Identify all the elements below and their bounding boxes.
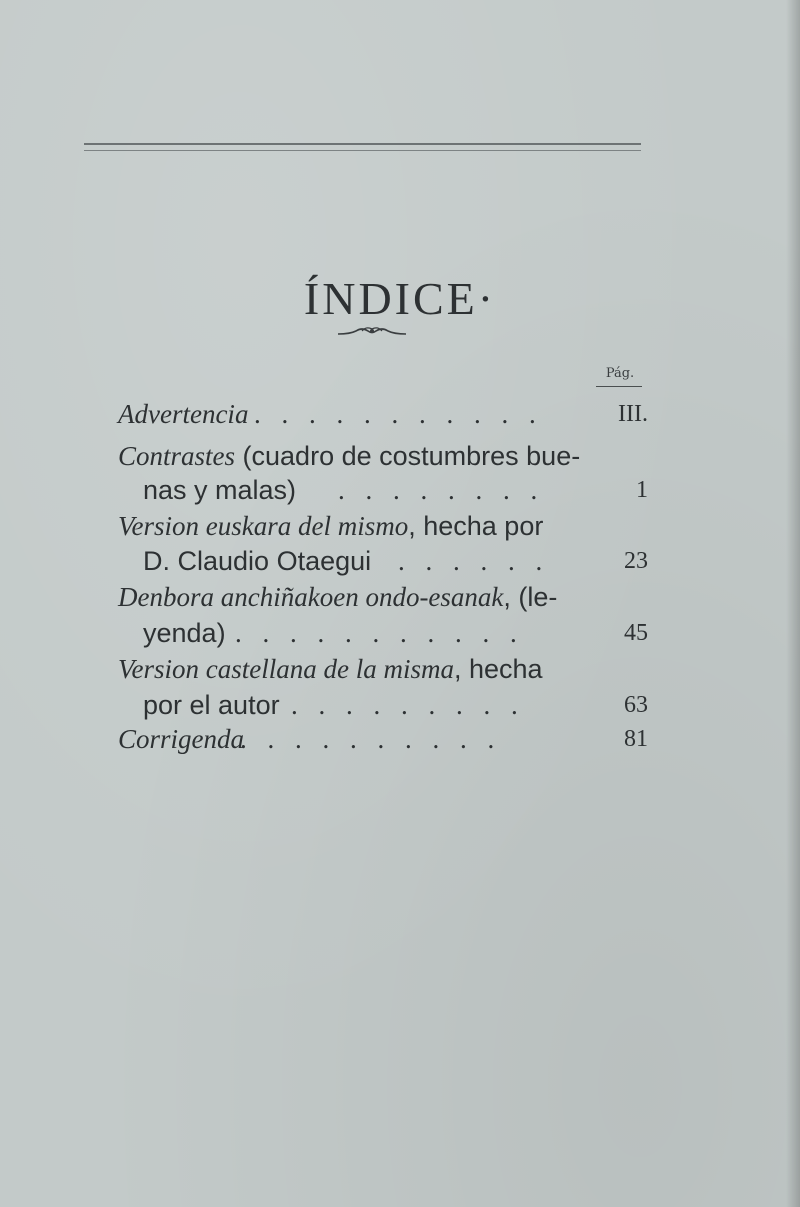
entry-text: , hecha	[453, 654, 543, 684]
entry-title: Denbora anchiñakoen ondo-esanak	[118, 582, 504, 612]
entry-title: Version castellana de la misma	[118, 654, 454, 684]
entry-text: yenda)	[143, 618, 226, 648]
entry-title: Corrigenda	[118, 724, 245, 754]
entry-text: , hecha por	[408, 511, 544, 541]
entry-title: Advertencia	[118, 399, 249, 429]
toc-entry-advertencia[interactable]	[118, 393, 648, 435]
leader-dots: . . . . . . . . . .	[240, 724, 502, 754]
entry-text: por el autor	[143, 690, 280, 720]
page-number: 81	[624, 726, 648, 752]
leader-dots: . . . . . . . . . . .	[254, 399, 543, 429]
entry-text: , (le-	[503, 582, 558, 612]
page-title: ÍNDICE·	[303, 273, 497, 324]
page-number: 23	[624, 548, 648, 574]
entry-text: (cuadro de costumbres bue-	[235, 441, 581, 471]
page-number: 1	[636, 477, 648, 503]
entry-title: Contrastes	[118, 441, 236, 471]
entry-title: Version euskara del mismo	[118, 511, 409, 541]
top-rule	[84, 143, 641, 145]
top-rule-thin	[84, 150, 641, 151]
leader-dots: . . . . . . . .	[338, 475, 545, 505]
leader-dots: . . . . . .	[398, 546, 550, 576]
page-number: III.	[618, 401, 648, 427]
leader-dots: . . . . . . . . .	[291, 690, 525, 720]
entry-text: nas y malas)	[143, 475, 297, 505]
page-number: 45	[624, 620, 648, 646]
toc-entry-corrigenda[interactable]	[118, 718, 648, 760]
page-number: 63	[624, 692, 648, 718]
leader-dots: . . . . . . . . . . .	[235, 618, 524, 648]
page-column-rule	[596, 386, 642, 387]
ornament-icon	[336, 322, 408, 340]
entry-text: D. Claudio Otaegui	[143, 546, 372, 576]
page-edge-shadow	[786, 0, 800, 1207]
page-column-header: Pág.	[605, 366, 635, 381]
